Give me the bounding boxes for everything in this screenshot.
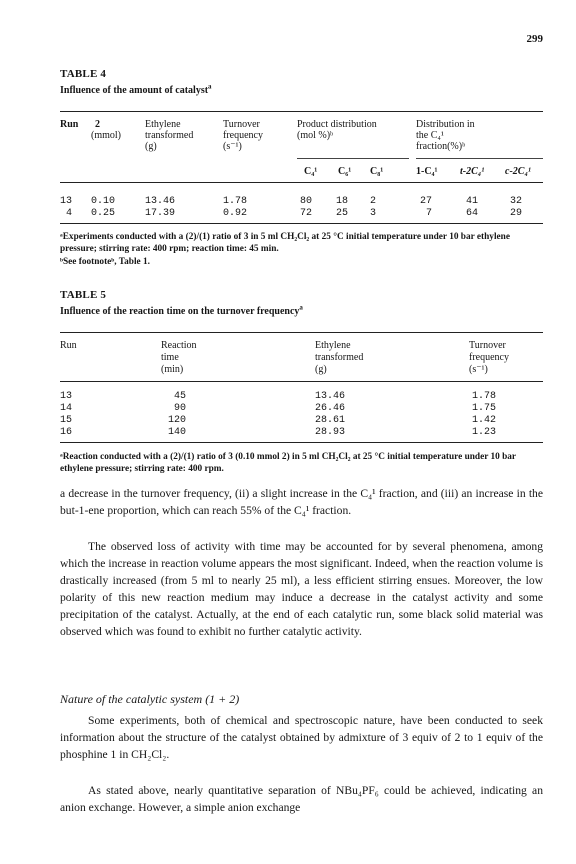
body-paragraph-1 bbox=[60, 485, 543, 519]
t5-header-ethylene-2: transformed bbox=[315, 352, 364, 363]
t4-header-turnover-3: (s⁻¹) bbox=[223, 141, 242, 152]
table5-top-rule bbox=[60, 332, 543, 333]
table4-mid-rule bbox=[60, 182, 543, 183]
t4-r1-run: 13 bbox=[60, 196, 73, 207]
t5-r4-turnover: 1.23 bbox=[472, 427, 497, 438]
table5-caption: Influence of the reaction time on the turnover frequency$^a$ bbox=[60, 303, 303, 317]
paragraph-text: The observed loss of activity with time may be accounted for by several phenomena, among which the increase in reaction volume appears the most significant. Indeed, when the reaction volume is drastically increased (from 5 ml to nearly 25 ml), a less efficient stirring ensues. Moreover, the low polarity of this new reaction medium may induce a decrease in the catalyst activity and some precipitation of the catalyst. Actually, at the end of each catalytic run, some black solid material was observed which was found to exhibit no further catalytic activity. bbox=[60, 540, 543, 638]
t5-r1-turnover: 1.78 bbox=[472, 391, 497, 402]
t4-sub-c4: C₄¹ bbox=[304, 166, 318, 177]
t5-r1-ethylene: 13.46 bbox=[315, 391, 346, 402]
t4-header-distribution-3: fraction(%)ᵇ bbox=[416, 141, 466, 152]
page-number: 299 bbox=[526, 33, 543, 45]
t5-r1-time: 45 bbox=[174, 391, 187, 402]
t4-header-ethylene-1: Ethylene bbox=[145, 119, 181, 130]
t4-header-amount: 2 bbox=[95, 119, 100, 130]
t4-r1-t2c4: 41 bbox=[466, 196, 479, 207]
t5-r2-ethylene: 26.46 bbox=[315, 403, 346, 414]
t4-header-product-1: Product distribution bbox=[297, 119, 377, 130]
t4-r2-run: 4 bbox=[66, 208, 73, 219]
t4-r1-c2c4: 32 bbox=[510, 196, 523, 207]
t5-r3-turnover: 1.42 bbox=[472, 415, 497, 426]
t5-header-time-3: (min) bbox=[161, 364, 184, 375]
t5-r1-run: 13 bbox=[60, 391, 73, 402]
table5-footnote-a: ᵃReaction conducted with a (2)/(1) ratio of 3 (0.10 mmol 2) in 5 ml CH₂Cl₂ at 25 °C initial temperature under 10 bar ethylene pressure; stirring rate: 400 rpm. bbox=[60, 452, 516, 474]
body-paragraph-3 bbox=[60, 712, 543, 763]
t5-r3-time: 120 bbox=[168, 415, 187, 426]
t4-r2-turnover: 0.92 bbox=[223, 208, 248, 219]
t4-r1-amount: 0.10 bbox=[91, 196, 116, 207]
table4-footnote-a: ᵃExperiments conducted with a (2)/(1) ratio of 3 in 5 ml CH₂Cl₂ at 25 °C initial temperature under 10 bar ethylene pressure; stirring rate: 400 rpm; reaction time: 45 min. bbox=[60, 232, 510, 254]
t4-r1-1c4: 27 bbox=[420, 196, 433, 207]
t4-header-ethylene-2: transformed bbox=[145, 130, 194, 141]
t5-r2-turnover: 1.75 bbox=[472, 403, 497, 414]
t5-r4-ethylene: 28.93 bbox=[315, 427, 346, 438]
paragraph-text: Some experiments, both of chemical and spectroscopic nature, have been conducted to seek information about the structure of the catalyst obtained by admixture of 3 equiv of 2 to 1 equiv of the phosphine 1 in CH₂Cl₂. bbox=[60, 714, 543, 761]
t4-r2-c2c4: 29 bbox=[510, 208, 523, 219]
paragraph-text: As stated above, nearly quantitative separation of NBu₄PF₆ could be achieved, indicating an anion exchange. However, a simple anion exchange bbox=[60, 784, 543, 814]
t5-header-turnover-1: Turnover bbox=[469, 340, 506, 351]
t4-header-product-2: (mol %)ᵇ bbox=[297, 130, 334, 141]
t4-sub-1c4: 1-C₄¹ bbox=[416, 166, 438, 177]
table5-label: TABLE 5 bbox=[60, 289, 107, 301]
t4-header-ethylene-3: (g) bbox=[145, 141, 157, 152]
t5-header-time-2: time bbox=[161, 352, 179, 363]
t4-r2-amount: 0.25 bbox=[91, 208, 116, 219]
t5-header-ethylene-1: Ethylene bbox=[315, 340, 351, 351]
t4-sub-c8: C₈¹ bbox=[370, 166, 384, 177]
table4-top-rule bbox=[60, 111, 543, 112]
t4-distribution-rule bbox=[416, 158, 543, 159]
t4-sub-c2c4: c-2C₄¹ bbox=[505, 166, 531, 177]
t5-header-ethylene-3: (g) bbox=[315, 364, 327, 375]
t5-r3-run: 15 bbox=[60, 415, 73, 426]
t4-r2-t2c4: 64 bbox=[466, 208, 479, 219]
t4-header-turnover-2: frequency bbox=[223, 130, 263, 141]
t4-r2-c6: 25 bbox=[336, 208, 349, 219]
table5-mid-rule bbox=[60, 381, 543, 382]
section-heading: Nature of the catalytic system (1 + 2) bbox=[60, 692, 240, 706]
t4-r2-1c4: 7 bbox=[426, 208, 433, 219]
t4-r2-c4: 72 bbox=[300, 208, 313, 219]
t5-header-time-1: Reaction bbox=[161, 340, 197, 351]
table4-bottom-rule bbox=[60, 223, 543, 224]
body-paragraph-4 bbox=[60, 782, 543, 816]
t4-header-run: Run bbox=[60, 119, 79, 130]
t5-r4-run: 16 bbox=[60, 427, 73, 438]
t4-sub-c6: C₆¹ bbox=[338, 166, 352, 177]
t5-header-turnover-3: (s⁻¹) bbox=[469, 364, 488, 375]
table4-footnote-b: ᵇSee footnoteᵇ, Table 1. bbox=[60, 257, 150, 267]
t4-header-turnover-1: Turnover bbox=[223, 119, 260, 130]
t4-r1-turnover: 1.78 bbox=[223, 196, 248, 207]
t4-r2-ethylene: 17.39 bbox=[145, 208, 176, 219]
t5-header-run: Run bbox=[60, 340, 77, 351]
body-paragraph-2 bbox=[60, 538, 543, 640]
t5-r3-ethylene: 28.61 bbox=[315, 415, 346, 426]
t4-header-distribution-1: Distribution in bbox=[416, 119, 475, 130]
t5-header-turnover-2: frequency bbox=[469, 352, 509, 363]
table4-label: TABLE 4 bbox=[60, 68, 107, 80]
t4-r1-ethylene: 13.46 bbox=[145, 196, 176, 207]
t4-r1-c6: 18 bbox=[336, 196, 349, 207]
table5-bottom-rule bbox=[60, 442, 543, 443]
t4-header-amount-unit: (mmol) bbox=[91, 130, 121, 141]
t4-sub-t2c4: t-2C₄¹ bbox=[460, 166, 485, 177]
t4-header-distribution-2: the C₄¹ bbox=[416, 130, 444, 141]
t5-r4-time: 140 bbox=[168, 427, 187, 438]
t5-r2-run: 14 bbox=[60, 403, 73, 414]
t5-r2-time: 90 bbox=[174, 403, 187, 414]
t4-product-rule bbox=[297, 158, 409, 159]
table4-caption: Influence of the amount of catalyst$^a$ bbox=[60, 82, 212, 96]
paragraph-text: a decrease in the turnover frequency, (ii) a slight increase in the C₄¹ fraction, and (iii) an increase in the but-1-ene proportion, which can reach 55% of the C₄¹ fraction. bbox=[60, 487, 543, 517]
t4-r1-c8: 2 bbox=[370, 196, 377, 207]
t4-r1-c4: 80 bbox=[300, 196, 313, 207]
t4-r2-c8: 3 bbox=[370, 208, 377, 219]
